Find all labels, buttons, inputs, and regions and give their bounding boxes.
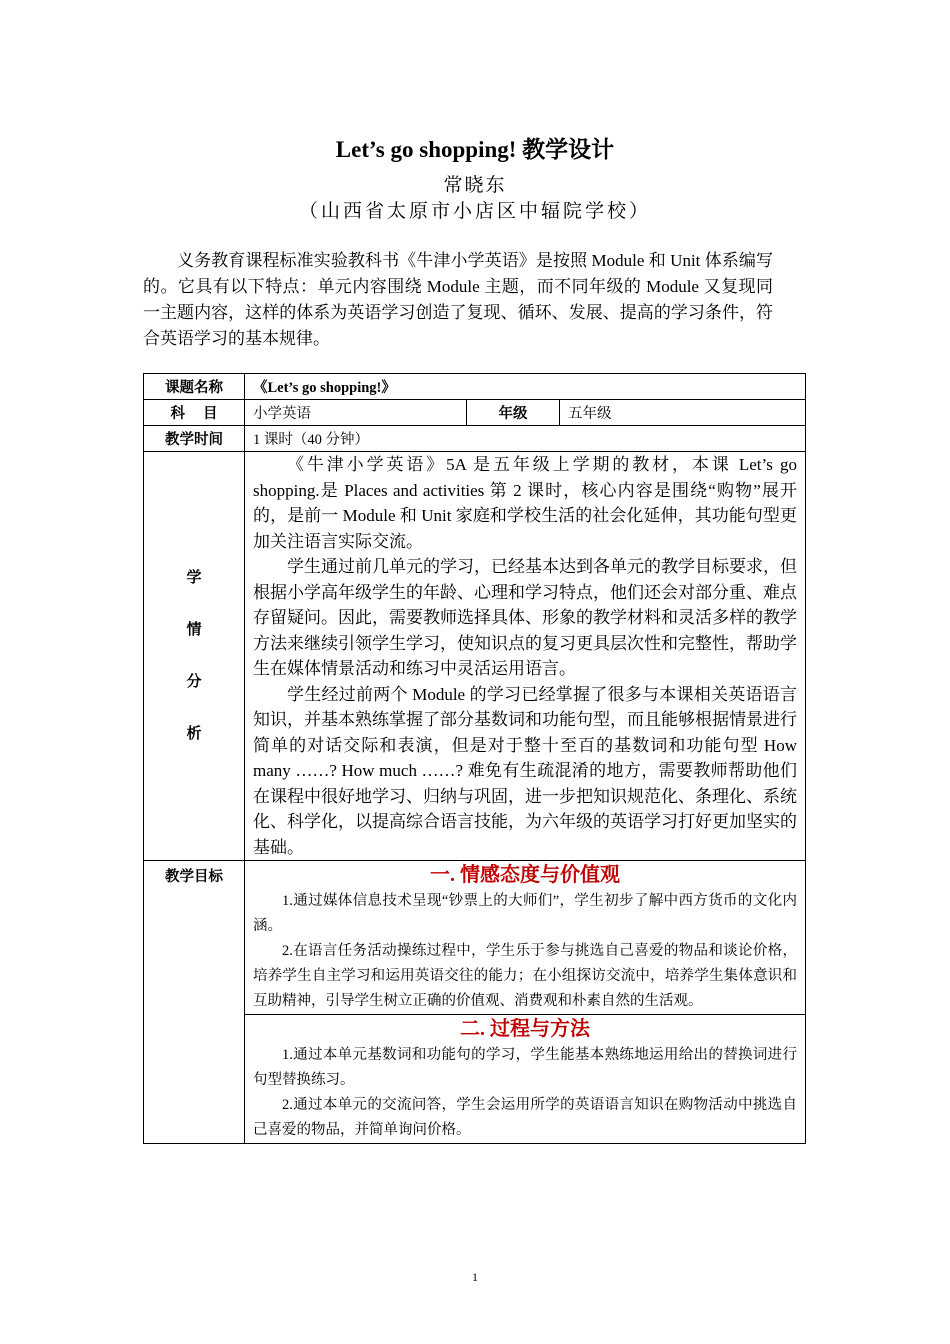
goal-item: 2.通过本单元的交流问答，学生会运用所学的英语语言知识在购物活动中挑选自己喜爱的物品，并简单询问价格。 [253, 1097, 797, 1138]
goal-label: 教学目标 [144, 861, 245, 1144]
lesson-plan-table [143, 373, 806, 1144]
analysis-label-char: 学 [186, 570, 202, 586]
analysis-paragraph: 《牛津小学英语》5A 是五年级上学期的教材，本课 Let’s go shopping.是 Places and activities 第 2 课时，核心内容是围绕“购物”展开的，是前一 Module 和 Unit 家庭和学校生活的社会化延伸，其功能句型更加关注语言实际交流。 [253, 455, 797, 551]
goal-row-1 [144, 861, 806, 1015]
time-row [144, 426, 806, 452]
author-school: （山西省太原市小店区中辐院学校） [298, 201, 651, 222]
subject-value: 小学英语 [245, 400, 467, 426]
analysis-label [144, 452, 245, 861]
goal-item: 2.在语言任务活动操练过程中，学生乐于参与挑选自己喜爱的物品和谈论价格，培养学生自主学习和运用英语交往的能力；在小组探访交流中，培养学生集体意识和互助精神，引导学生树立正确的价值观、消费观和朴素自然的生活观。 [253, 943, 797, 1009]
document-title: Let’s go shopping! 教学设计 [335, 137, 615, 162]
topic-row [144, 374, 806, 400]
grade-label: 年级 [467, 400, 560, 426]
goal-section-1 [245, 861, 806, 1015]
goal-item: 1.通过媒体信息技术呈现“钞票上的大师们”，学生初步了解中西方货币的文化内涵。 [253, 893, 797, 934]
analysis-content [245, 452, 806, 861]
analysis-row [144, 452, 806, 861]
analysis-label-char: 情 [186, 622, 202, 638]
goal-heading: 二. 过程与方法 [460, 1018, 590, 1040]
analysis-paragraph: 学生经过前两个 Module 的学习已经掌握了很多与本课相关英语语言知识，并基本熟练掌握了部分基数词和功能句型，而且能够根据情景进行简单的对话交际和表演，但是对于整十至百的基数词和功能句型 How many ……? How much ……? 难免有生疏混淆的地方，需要教师帮助他们在课程中很好地学习、归纳与巩固，进一步把知识规范化、条理化、系统化、科学化，以提高综合语言技能，为六年级的英语学习打好更加坚实的基础。 [253, 684, 797, 857]
page-number: 1 [472, 1270, 478, 1284]
goal-section-2 [245, 1015, 806, 1144]
grade-value: 五年级 [560, 400, 806, 426]
goal-item: 1.通过本单元基数词和功能句的学习，学生能基本熟练地运用给出的替换词进行句型替换练习。 [253, 1047, 797, 1088]
subject-label: 科 目 [144, 400, 245, 426]
time-value: 1 课时（40 分钟） [245, 426, 806, 452]
subject-row [144, 400, 806, 426]
time-label: 教学时间 [144, 426, 245, 452]
analysis-label-char: 析 [186, 726, 202, 742]
analysis-paragraph: 学生通过前几单元的学习，已经基本达到各单元的教学目标要求，但根据小学高年级学生的年龄、心理和学习特点，他们还会对部分重、难点存留疑问。因此，需要教师选择具体、形象的教学材料和灵活多样的教学方法来继续引领学生学习，使知识点的复习更具层次性和完整性，帮助学生在媒体情景活动和练习中灵活运用语言。 [253, 557, 797, 678]
topic-label: 课题名称 [144, 374, 245, 400]
topic-value: 《Let’s go shopping!》 [245, 374, 806, 400]
analysis-label-char: 分 [186, 674, 202, 690]
goal-heading: 一. 情感态度与价值观 [430, 864, 620, 886]
intro-paragraph: 义务教育课程标准实验教科书《牛津小学英语》是按照 Module 和 Unit 体系编写的。它具有以下特点：单元内容围绕 Module 主题，而不同年级的 Module 又复现同一主题内容，这样的体系为英语学习创造了复现、循环、发展、提高的学习条件，符合英语学习的基本规律。 [143, 251, 773, 348]
author-name: 常晓东 [443, 175, 507, 196]
